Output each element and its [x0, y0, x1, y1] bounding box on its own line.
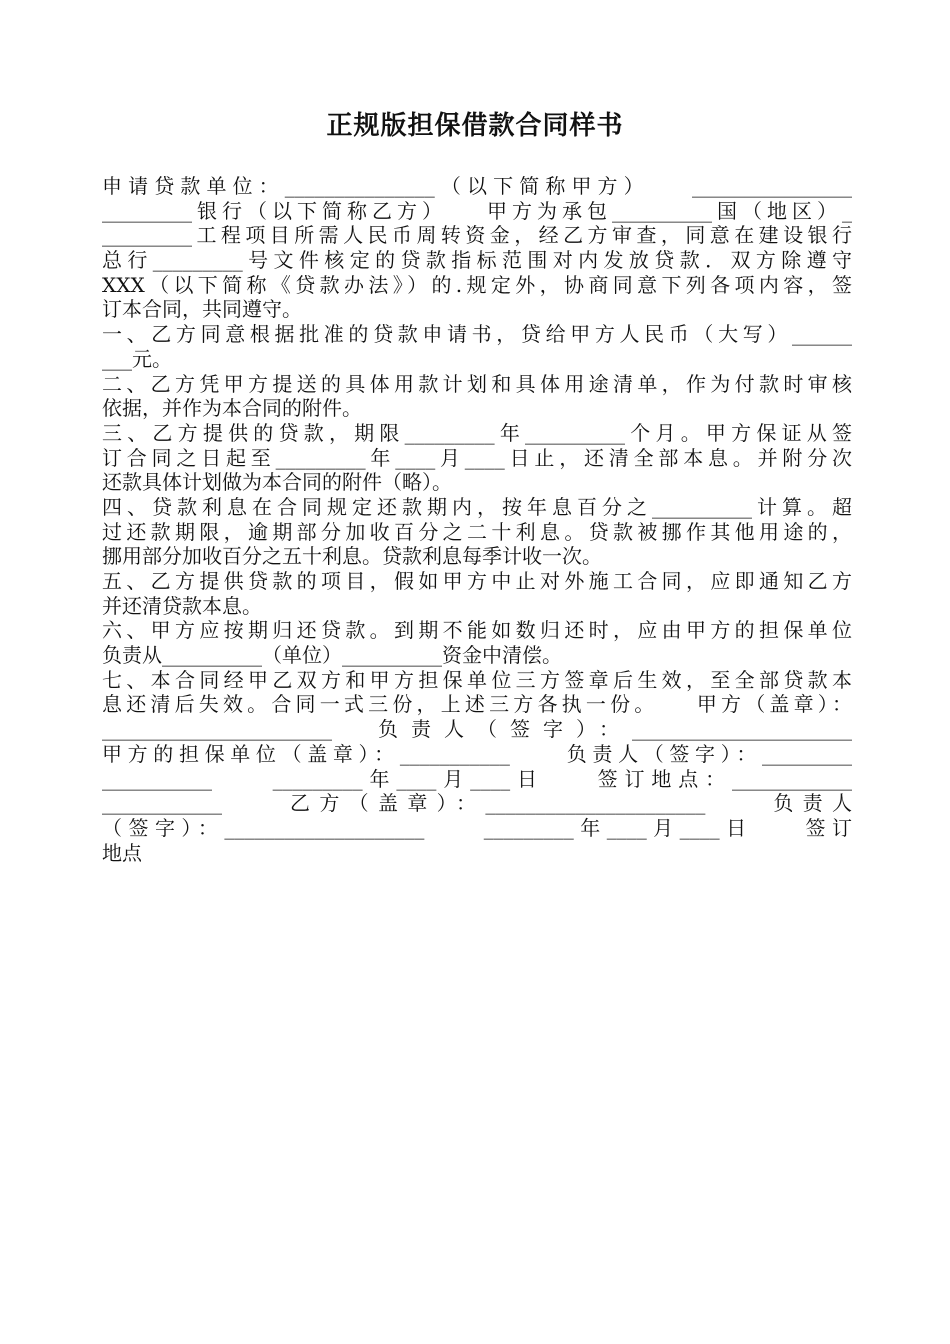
body-line: 三、乙方提供的贷款，期限_________年__________个月。甲方保证从签 [102, 420, 852, 445]
body-line: 地点 [102, 840, 142, 865]
body-line: 申请贷款单位：_______________（以下简称甲方） ________________ [102, 174, 852, 198]
body-line: 订合同之日起至_________年____月____日止，还清全部本息。并附分次 [102, 445, 852, 470]
body-line: 五、乙方提供贷款的项目，假如甲方中止对外施工合同，应即通知乙方 [102, 569, 852, 593]
body-line: 二、乙方凭甲方提送的具体用款计划和具体用途清单，作为付款时审核 [102, 371, 852, 396]
body-line: 四、贷款利息在合同规定还款期内，按年息百分之__________计算。超 [102, 494, 852, 519]
body-line: 甲方的担保单位（盖章）：___________ 负责人（签字）：_________ [102, 741, 852, 766]
body-line: _________工程项目所需人民币周转资金，经乙方审查，同意在建设银行 [102, 223, 852, 248]
body-line: 挪用部分加收百分之五十利息。贷款利息每季计收一次。 [102, 544, 602, 569]
body-line: 依据，并作为本合同的附件。 [102, 396, 362, 421]
body-line: 息还清后失效。合同一式三份，上述三方各执一份。 甲方（盖章）： [102, 692, 852, 717]
body-line: 一、乙方同意根据批准的贷款申请书，贷给甲方人民币（大写）______ [102, 322, 852, 347]
body-line: ____________ 乙方（盖章）：______________________ 负责人 [102, 791, 852, 816]
body-line: XXX（以下简称《贷款办法》）的.规定外，协商同意下列各项内容，签 [102, 272, 852, 297]
body-line: ___元。 [102, 346, 172, 371]
body-line: 还款具体计划做为本合同的附件（略）。 [102, 470, 452, 495]
body-line: 七、本合同经甲乙双方和甲方担保单位三方签章后生效，至全部贷款本 [102, 667, 852, 692]
body-line: 过还款期限，逾期部分加收百分之二十利息。贷款被挪作其他用途的， [102, 519, 852, 544]
body-line: 并还清贷款本息。 [102, 593, 262, 618]
body-line: _________银行（以下简称乙方） 甲方为承包__________国（地区）_ [102, 198, 852, 223]
body-line: 负责从__________（单位）__________资金中清偿。 [102, 643, 562, 668]
body-line: ___________ _________年____月____日 签订地点：____________ [102, 766, 852, 791]
body-line: _______________________ 负责人（签字）：______________________ [102, 717, 852, 742]
body-line: （签字）：____________________ _________年____月____日 签订 [102, 815, 852, 840]
body-line: 总行_________号文件核定的贷款指标范围对内发放贷款．双方除遵守 [102, 248, 852, 273]
body-line: 六、甲方应按期归还贷款。到期不能如数归还时，应由甲方的担保单位 [102, 618, 852, 643]
document-body [102, 174, 852, 865]
document-title: 正规版担保借款合同样书 [326, 111, 624, 141]
body-line: 订本合同，共同遵守。 [102, 297, 302, 322]
